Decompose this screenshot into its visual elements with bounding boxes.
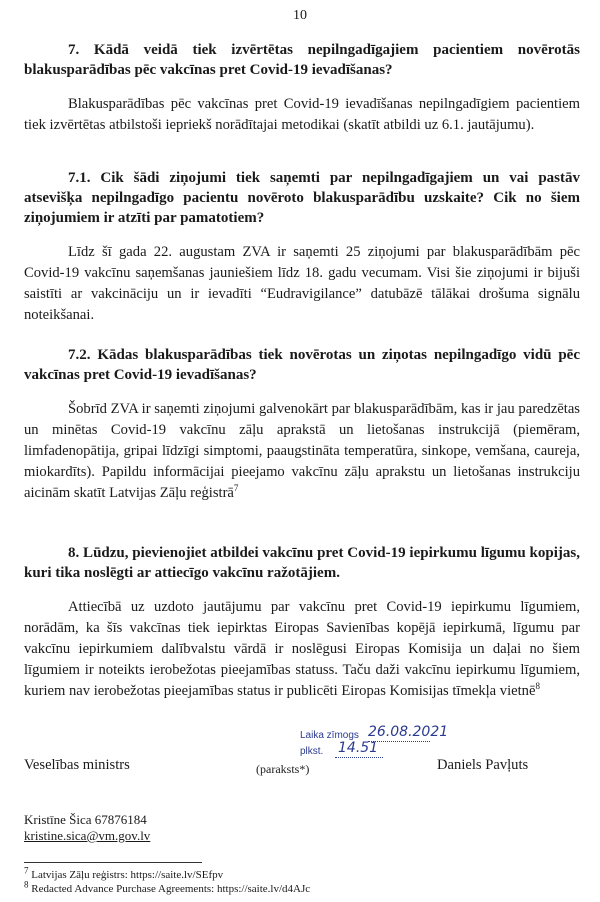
question-7: 7. Kādā veidā tiek izvērtētas nepilngadīgajiem pacientiem novērotās blakusparādības pēc vakcīnas pret Covid-19 ievadīšanas? (24, 42, 580, 78)
answer-7-1: Līdz šī gada 22. augustam ZVA ir saņemti 25 ziņojumi par blakusparādībām pēc Covid-19 vakcīnu saņemšanas jauniešiem līdz 18. gadu vecumam. Visi šie ziņojumi ir bijuši saistīti ar vakcināciju un ir ievadīti “Eudravigilance” datubāzē tālākai drošuma signālu noteikšanai. (24, 244, 580, 323)
footnote-7: $^7$ Latvijas Zāļu reģistrs: https://saite.lv/SEfpv (24, 865, 224, 881)
signature-name: Daniels Pavļuts (437, 757, 529, 773)
page-number: 10 (293, 8, 307, 23)
contact-email[interactable]: kristine.sica@vm.gov.lv (24, 828, 151, 843)
signature-position: Veselības ministrs (24, 757, 130, 773)
time-stamp-label: Laika zīmogs (300, 730, 359, 741)
question-7-1: 7.1. Cik šādi ziņojumi tiek saņemti par nepilngadīgajiem un vai pastāv atsevišķa nepilngadīgo pacientu novēroto blakusparādību uzskaite? Cik no šiem ziņojumiem ir atzīti par pamatotiem? (24, 170, 580, 226)
time-stamp-prefix: plkst. (300, 746, 324, 757)
signature-placeholder: (paraksts*) (256, 762, 310, 776)
question-7-2: 7.2. Kādas blakusparādības tiek novērotas un ziņotas nepilngadīgo vidū pēc vakcīnas pret Covid-19 ievadīšanas? (24, 347, 580, 383)
answer-7: Blakusparādības pēc vakcīnas pret Covid-19 ievadīšanas nepilngadīgiem pacientiem tiek izvērtētas atbilstoši iepriekš norādītajai metodikai (skatīt atbildi uz 6.1. jautājumu). (24, 96, 580, 133)
contact-name-phone: Kristīne Šica 67876184 (24, 812, 147, 827)
question-8: 8. Lūdzu, pievienojiet atbildei vakcīnu pret Covid-19 iepirkumu līgumu kopijas, kuri tika noslēgti ar attiecīgo vakcīnu ražotājiem. (24, 545, 580, 581)
answer-8: Attiecībā uz uzdoto jautājumu par vakcīnu pret Covid-19 iepirkumu līgumiem, norādām, ka šīs vakcīnas tiek iepirktas Eiropas Savienības kopējā iepirkumā, līgumu par vakcīnu iepirkumiem dalībvalstu vārdā ir noslēgusi Eiropas Komisija un daļai no šiem līgumiem ir noteikts ierobežotas pieejamības statuss. Taču daži vakcīnu iepirkumu līgumiem, kuriem nav ierobežotas pieejamības status ir publicēti Eiropas Komisijas tīmekļa vietnē$^8$ (24, 599, 580, 699)
footnote-ref-7: 7 (233, 483, 239, 494)
time-underline (335, 757, 383, 758)
footnote-ref-8: 8 (535, 681, 540, 692)
footnote-divider (24, 862, 202, 863)
time-stamp-time: 14.51 (338, 740, 379, 756)
answer-7-2: Šobrīd ZVA ir saņemti ziņojumi galvenokārt par blakusparādībām, kas ir jau paredzētas un minētas Covid-19 vakcīnu zāļu aprakstā un lietošanas instrukcijā (piemēram, limfadenopātija, gripai līdzīgi simptomi, paaugstināta temperatūra, sinkope, vemšana, caureja, miokardīts). Papildu informācijai pieejamo vakcīnu zāļu aprakstu un lietošanas instrukciju aicinām skatīt Latvijas Zāļu reģistrā$^7$ (24, 401, 580, 501)
footnote-8: $^8$ Redacted Advance Purchase Agreements: https://saite.lv/d4AJc (24, 879, 311, 895)
time-stamp-date: 26.08.2021 (368, 724, 449, 740)
